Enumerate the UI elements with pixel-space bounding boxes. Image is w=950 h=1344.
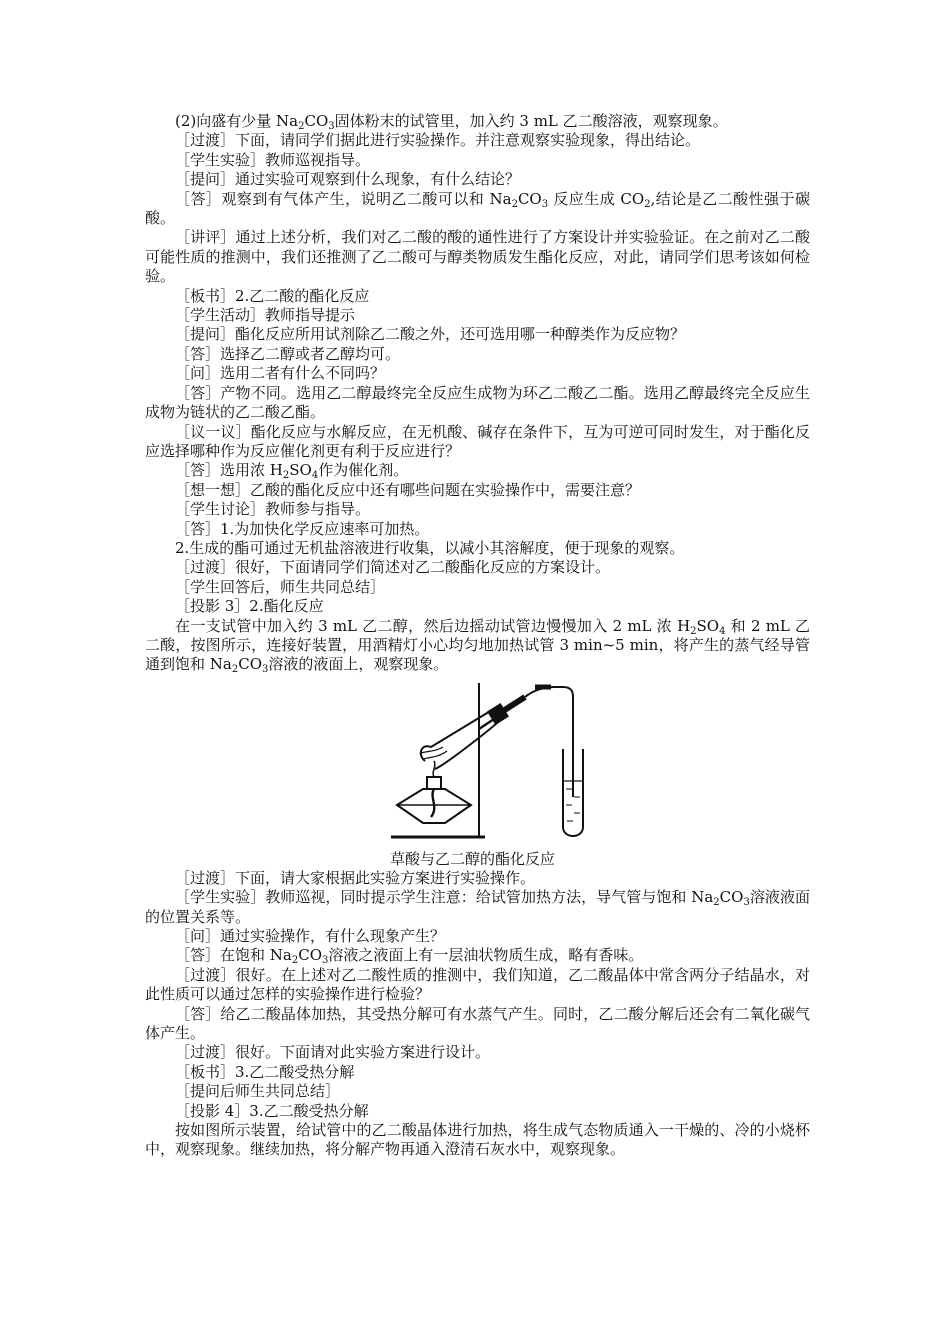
- text-line: ［学生讨论］教师参与指导。: [175, 500, 371, 519]
- subscript: 3: [322, 955, 329, 967]
- subscript: 2: [231, 664, 239, 676]
- text-line: ［提问］酯化反应所用试剂除乙二酸之外，还可选用哪一种醇类作为反应物？: [175, 325, 686, 344]
- text-line: ［答］1.为加快化学反应速率可加热。: [175, 519, 430, 538]
- text-segment: SO: [696, 616, 720, 635]
- text-line: ［板书］3.乙二酸受热分解: [175, 1062, 355, 1081]
- text-line: ［过渡］下面，请同学们据此进行实验操作。并注意观察实验现象，得出结论。: [175, 131, 701, 150]
- text-segment: ［学生实验］教师巡视，同时提示学生注意：给试管加热方法，导气管与饱和 Na: [175, 888, 714, 907]
- text-line: ［答］给乙二酸晶体加热，其受热分解可有水蒸气产生。同时，乙二酸分解后还会有二氧化碳气体产生。: [145, 1004, 810, 1043]
- text-segment: (2)向盛有少量 Na: [175, 112, 299, 130]
- subscript: 3: [328, 121, 335, 132]
- text-segment: 溶液液面的位置关系等。: [145, 888, 810, 926]
- text-line: ［答］选择乙二醇或者乙醇均可。: [175, 344, 401, 363]
- text-segment: 反应生成 CO: [548, 189, 645, 208]
- text-segment: CO: [298, 946, 322, 965]
- esterification-apparatus-diagram: [385, 677, 595, 847]
- text-line: [145, 888, 810, 927]
- subscript: 4: [311, 470, 319, 482]
- apparatus-figure: [145, 677, 810, 849]
- paragraph-block-1: [145, 112, 810, 675]
- text-line: ［过渡］很好。在上述对乙二酸性质的推测中，我们知道，乙二酸晶体中常含两分子结晶水，对此性质可以通过怎样的实验操作进行检验？: [145, 965, 810, 1004]
- subscript: 2: [298, 121, 305, 132]
- text-segment: ［答］在饱和 Na: [175, 946, 292, 965]
- text-line: [145, 112, 810, 131]
- subscript: 2: [282, 470, 290, 482]
- text-line: ［想一想］乙酸的酯化反应中还有哪些问题在实验操作中，需要注意？: [175, 480, 641, 499]
- text-segment: CO: [719, 888, 744, 907]
- text-line: ［学生实验］教师巡视指导。: [175, 150, 371, 169]
- subscript: 2: [511, 198, 518, 210]
- text-segment: SO: [289, 461, 312, 480]
- text-segment: CO: [517, 189, 542, 208]
- text-line: 2.生成的酯可通过无机盐溶液进行收集，以减小其溶解度，便于现象的观察。: [175, 538, 685, 557]
- text-line: ［提问后师生共同总结］: [175, 1082, 341, 1101]
- text-line: ［学生回答后，师生共同总结］: [175, 577, 386, 596]
- text-segment: 在一支试管中加入约 3 mL 乙二醇，然后边摇动试管边慢慢加入 2 mL 浓 H: [175, 616, 691, 635]
- text-line: ［投影 3］2.酯化反应: [175, 597, 324, 616]
- subscript: 2: [291, 955, 299, 967]
- text-line: ［学生活动］教师指导提示: [175, 306, 356, 325]
- text-line: ［问］通过实验操作，有什么现象产生？: [175, 927, 446, 945]
- text-line: ［讲评］通过上述分析，我们对乙二酸的酸的通性进行了方案设计并实验验证。在之前对乙二酸可能性质的推测中，我们还推测了乙二酸可与醇类物质发生酯化反应，对此，请同学们思考该如何检验。: [145, 228, 810, 286]
- subscript: 2: [713, 897, 720, 909]
- text-line: ［投影 4］3.乙二酸受热分解: [175, 1101, 369, 1120]
- text-segment: 固体粉末的试管里，加入约 3 mL 乙二酸溶液，观察现象。: [334, 112, 728, 130]
- text-line: ［过渡］很好，下面请同学们简述对乙二酸酯化反应的方案设计。: [175, 558, 611, 577]
- text-segment: 和 2 mL 乙二酸，按图所示，连接好装置，用酒精灯小心均匀地加热试管 3 min~5 min，将产生的蒸气经导管通到饱和 Na: [145, 616, 810, 674]
- text-line: [145, 946, 810, 965]
- text-line: ［过渡］很好。下面请对此实验方案进行设计。: [175, 1043, 491, 1062]
- figure-caption: 草酸与乙二醇的酯化反应: [389, 849, 555, 868]
- text-line: ［问］选用二者有什么不同吗？: [175, 364, 386, 383]
- text-line: ［板书］2.乙二酸的酯化反应: [175, 286, 370, 305]
- subscript: 2: [690, 625, 697, 637]
- text-segment: ［答］观察到有气体产生，说明乙二酸可以和 Na: [175, 189, 512, 208]
- text-segment: 溶液的液面上，观察现象。: [268, 655, 449, 674]
- text-line: ［议一议］酯化反应与水解反应，在无机酸、碱存在条件下，互为可逆可同时发生，对于酯化反应选择哪种作为反应催化剂更有利于反应进行？: [145, 422, 810, 460]
- text-line: [145, 617, 810, 675]
- subscript: 3: [262, 664, 269, 676]
- text-segment: CO: [238, 655, 262, 674]
- text-line: 按如图所示装置，给试管中的乙二酸晶体进行加热，将生成气态物质通入一干燥的、冷的小烧杯中，观察现象。继续加热，将分解产物再通入澄清石灰水中，观察现象。: [145, 1121, 810, 1159]
- text-segment: 溶液之液面上有一层油状物质生成，略有香味。: [328, 946, 644, 965]
- subscript: 2: [644, 198, 651, 210]
- text-line: [145, 190, 810, 229]
- text-segment: CO: [304, 112, 329, 130]
- subscript: 3: [743, 897, 750, 909]
- paragraph-block-2: [145, 869, 810, 1160]
- text-line: ［过渡］下面，请大家根据此实验方案进行实验操作。: [175, 868, 536, 887]
- subscript: 3: [541, 198, 549, 210]
- text-segment: 作为催化剂。: [318, 461, 409, 480]
- text-line: [145, 461, 810, 480]
- text-line: ［答］产物不同。选用乙二醇最终完全反应生成物为环乙二酸乙二酯。选用乙醇最终完全反应生成物为链状的乙二酸乙酯。: [145, 383, 810, 422]
- text-line: ［提问］通过实验可观察到什么现象，有什么结论？: [175, 170, 521, 189]
- document-body: [145, 112, 810, 1160]
- text-segment: ［答］选用浓 H: [175, 461, 283, 480]
- text-segment: ,结论是乙二酸性强于碳酸。: [145, 189, 810, 228]
- subscript: 4: [719, 625, 726, 637]
